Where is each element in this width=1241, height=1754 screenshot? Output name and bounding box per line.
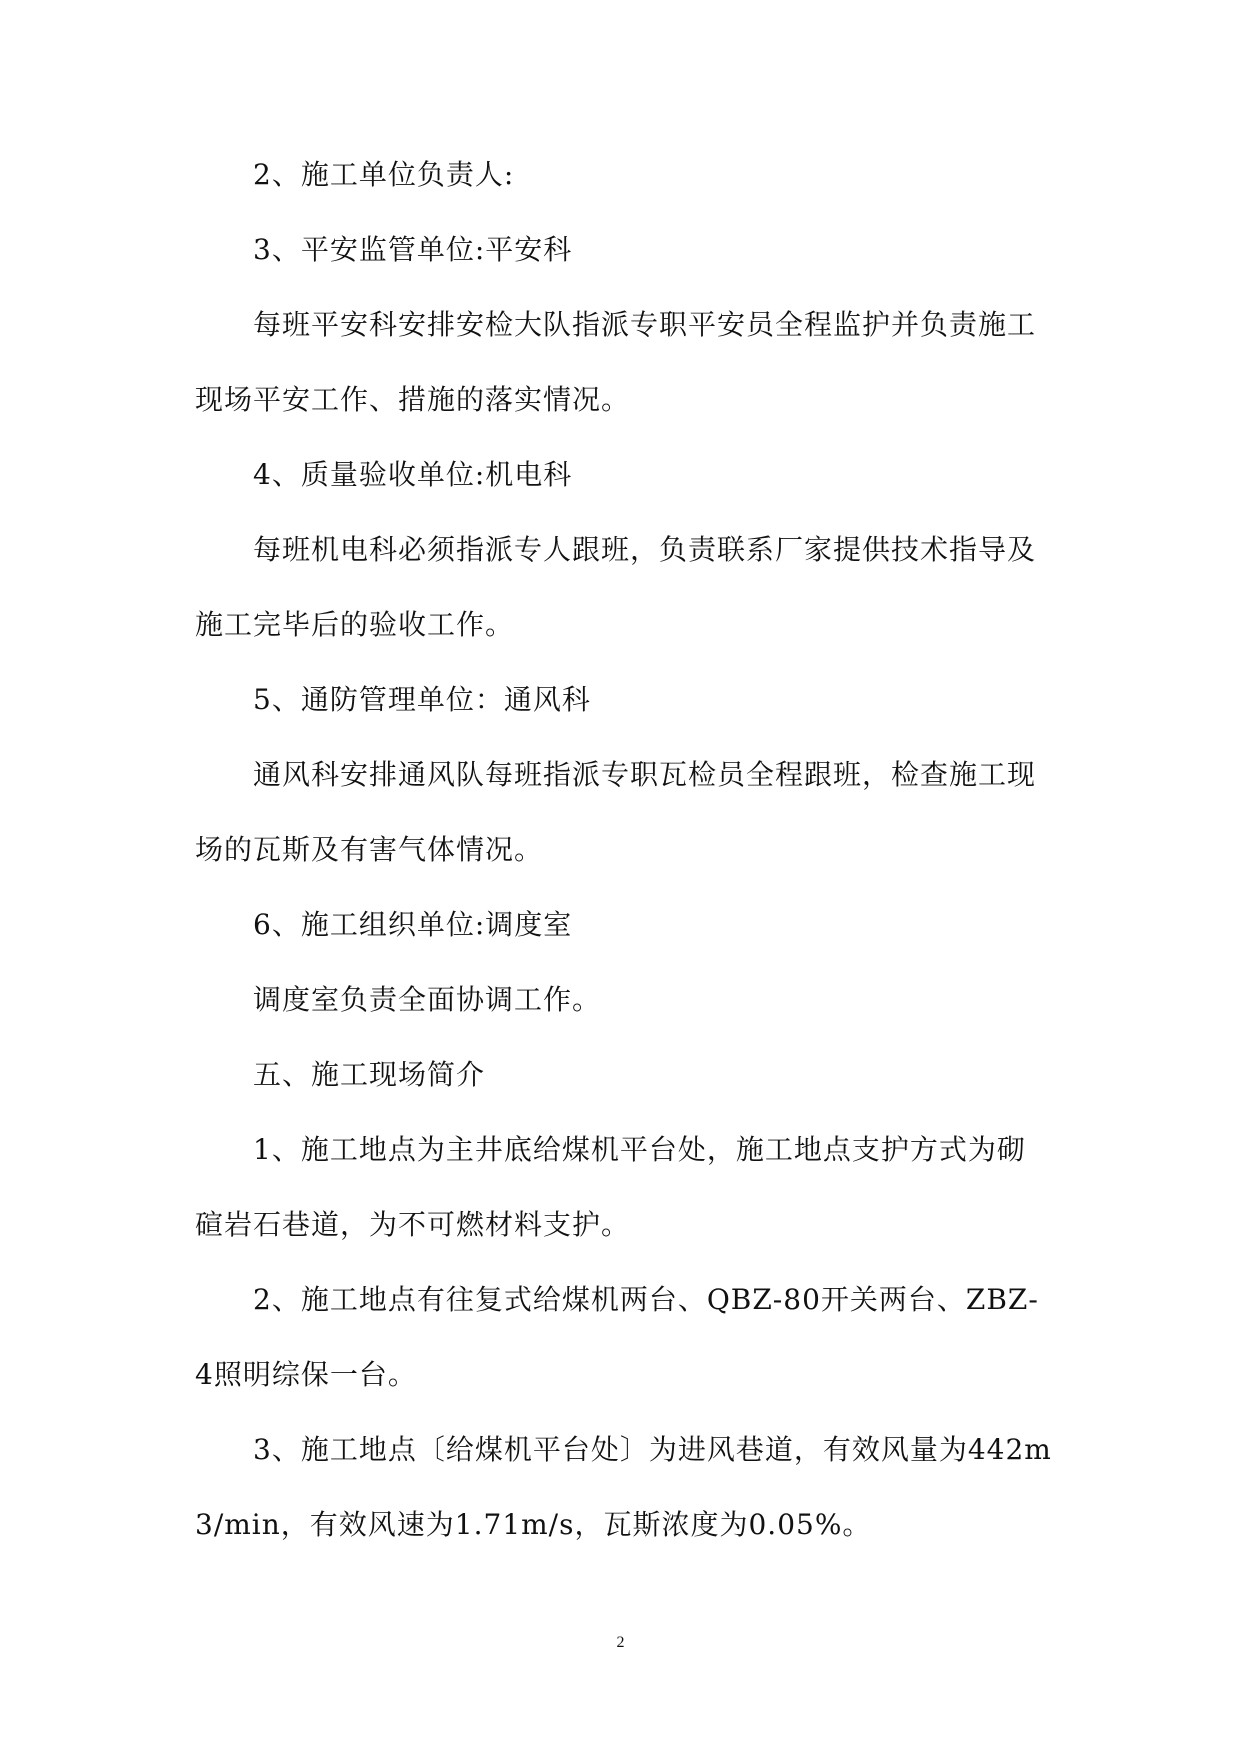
paragraph-line: 通风科安排通风队每班指派专职瓦检员全程跟班，检查施工现 (253, 758, 1037, 791)
section-heading: 五、施工现场简介 (253, 1058, 486, 1091)
paragraph-line: 4、质量验收单位:机电科 (253, 458, 573, 491)
paragraph-line: 2、施工单位负责人: (253, 158, 515, 191)
paragraph-line: 施工完毕后的验收工作。 (195, 608, 515, 641)
paragraph-line: 碹岩石巷道，为不可燃材料支护。 (195, 1208, 631, 1241)
paragraph-line: 调度室负责全面协调工作。 (253, 983, 602, 1016)
paragraph-line: 2、施工地点有往复式给煤机两台、QBZ-80开关两台、ZBZ- (253, 1283, 1039, 1316)
paragraph-line: 3、平安监管单位:平安科 (253, 233, 573, 266)
page-number: 2 (616, 1634, 625, 1651)
paragraph-line: 每班平安科安排安检大队指派专职平安员全程监护并负责施工 (253, 308, 1037, 341)
paragraph-line: 3、施工地点〔给煤机平台处〕为进风巷道，有效风量为442m (253, 1433, 1052, 1466)
paragraph-line: 3/min，有效风速为1.71m/s，瓦斯浓度为0.05%。 (195, 1508, 872, 1541)
paragraph-line: 现场平安工作、措施的落实情况。 (195, 383, 631, 416)
paragraph-line: 1、施工地点为主井底给煤机平台处，施工地点支护方式为砌 (253, 1133, 1026, 1166)
paragraph-line: 4照明综保一台。 (195, 1358, 417, 1391)
paragraph-line: 5、通防管理单位：通风科 (253, 683, 591, 716)
paragraph-line: 6、施工组织单位:调度室 (253, 908, 573, 941)
paragraph-line: 每班机电科必须指派专人跟班，负责联系厂家提供技术指导及 (253, 533, 1037, 566)
paragraph-line: 场的瓦斯及有害气体情况。 (195, 833, 544, 866)
